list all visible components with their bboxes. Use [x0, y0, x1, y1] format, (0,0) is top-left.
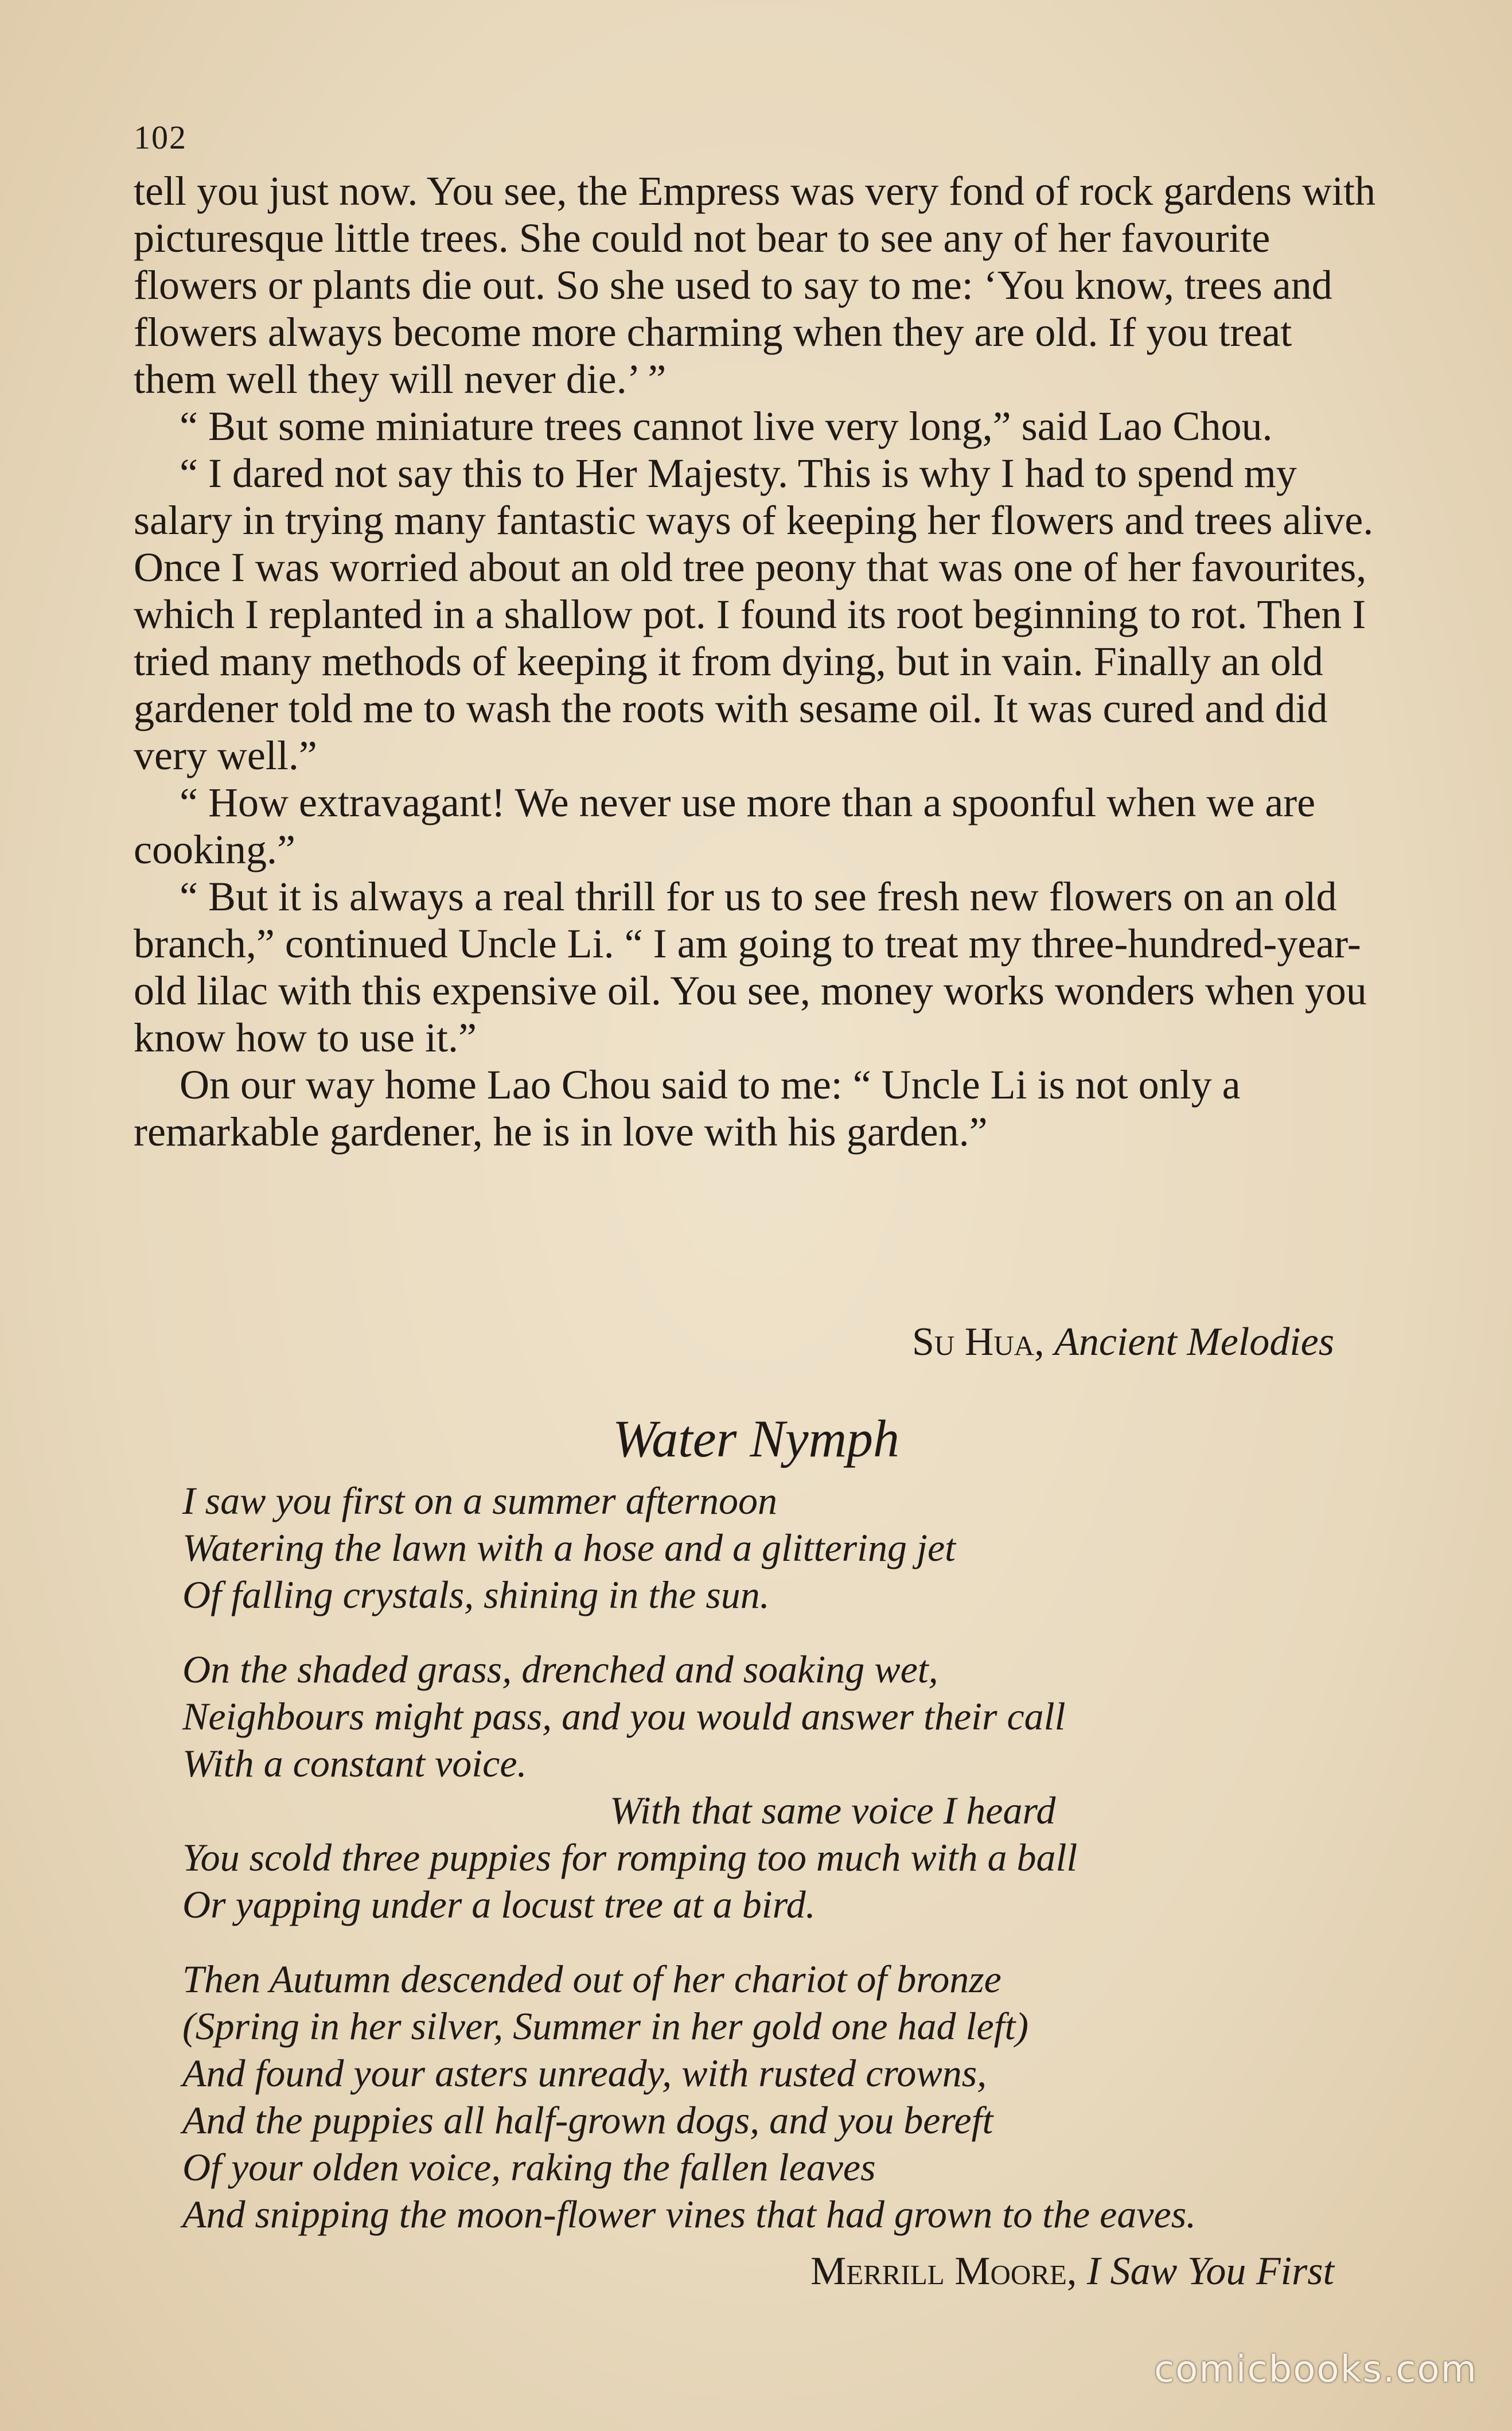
poem-line: (Spring in her silver, Summer in her gold one had left) [182, 2004, 1029, 2048]
prose-paragraph: “ But it is always a real thrill for us to see fresh new flowers on an old branch,” continued Uncle Li. “ I am going to treat my three-hundred-year-old lilac with this expensive oil. You see, money works wonders when you know how to use it.” [134, 874, 1367, 1061]
poem-line: And found your asters unready, with rusted crowns, [182, 2051, 987, 2095]
prose-attribution [912, 1319, 1334, 1365]
poem-stanza [182, 1477, 1358, 1618]
prose-author: Su Hua, [911, 1320, 1045, 1364]
poem-attribution [810, 2249, 1334, 2294]
site-watermark: comicbooks.com [1154, 2348, 1478, 2391]
poem-line: I saw you first on a summer afternoon [182, 1479, 777, 1522]
poem-body [182, 1477, 1358, 2265]
prose-paragraph: “ How extravagant! We never use more than a spoonful when we are cooking.” [134, 780, 1316, 872]
prose-passage [134, 167, 1378, 1155]
poem-line: Of falling crystals, shining in the sun. [182, 1573, 770, 1616]
poem-line: Neighbours might pass, and you would answer their call [182, 1694, 1066, 1738]
poem-line: And snipping the moon-flower vines that had grown to the eaves. [182, 2192, 1197, 2236]
page-number: 102 [134, 119, 187, 156]
prose-work-title: Ancient Melodies [1054, 1320, 1334, 1364]
poem-line: With a constant voice. [182, 1742, 527, 1785]
poem-title: Water Nymph [612, 1409, 900, 1468]
poem-line: Watering the lawn with a hose and a glittering jet [182, 1526, 956, 1569]
poem-work-title: I Saw You First [1086, 2249, 1334, 2293]
poem-line: And the puppies all half-grown dogs, and you bereft [182, 2098, 993, 2142]
poem-line: With that same voice I heard [610, 1789, 1056, 1832]
prose-paragraph: “ I dared not say this to Her Majesty. This is why I had to spend my salary in trying many fantastic ways of keeping her flowers and trees alive. Once I was worried about an old tree peony that was one of her favourites, which I replanted in a shallow pot. I found its root beginning to rot. Then I tried many methods of keeping it from dying, but in vain. Finally an old gardener told me to wash the roots with sesame oil. It was cured and did very well.” [134, 450, 1374, 778]
poem-stanza [182, 1646, 1358, 1928]
poem-line: You scold three puppies for romping too much with a ball [182, 1836, 1078, 1879]
prose-paragraph: On our way home Lao Chou said to me: “ Uncle Li is not only a remarkable gardener, he is in love with his garden.” [134, 1062, 1241, 1155]
prose-paragraph: tell you just now. You see, the Empress was very fond of rock gardens with picturesque little trees. She could not bear to see any of her favourite flowers or plants die out. So she used to say to me: ‘You know, trees and flowers always become more charming when they are old. If you treat them well they will never die.’ ” [134, 168, 1375, 402]
poem-line: On the shaded grass, drenched and soaking wet, [182, 1647, 938, 1691]
poem-line: Then Autumn descended out of her chariot of bronze [182, 1957, 1001, 2001]
poem-line: Of your olden voice, raking the fallen leaves [182, 2145, 876, 2189]
poem-line: Or yapping under a locust tree at a bird. [182, 1883, 816, 1926]
poem-author: Merrill Moore, [810, 2249, 1077, 2293]
poem-stanza [182, 1955, 1358, 2238]
prose-paragraph: “ But some miniature trees cannot live very long,” said Lao Chou. [180, 403, 1273, 449]
